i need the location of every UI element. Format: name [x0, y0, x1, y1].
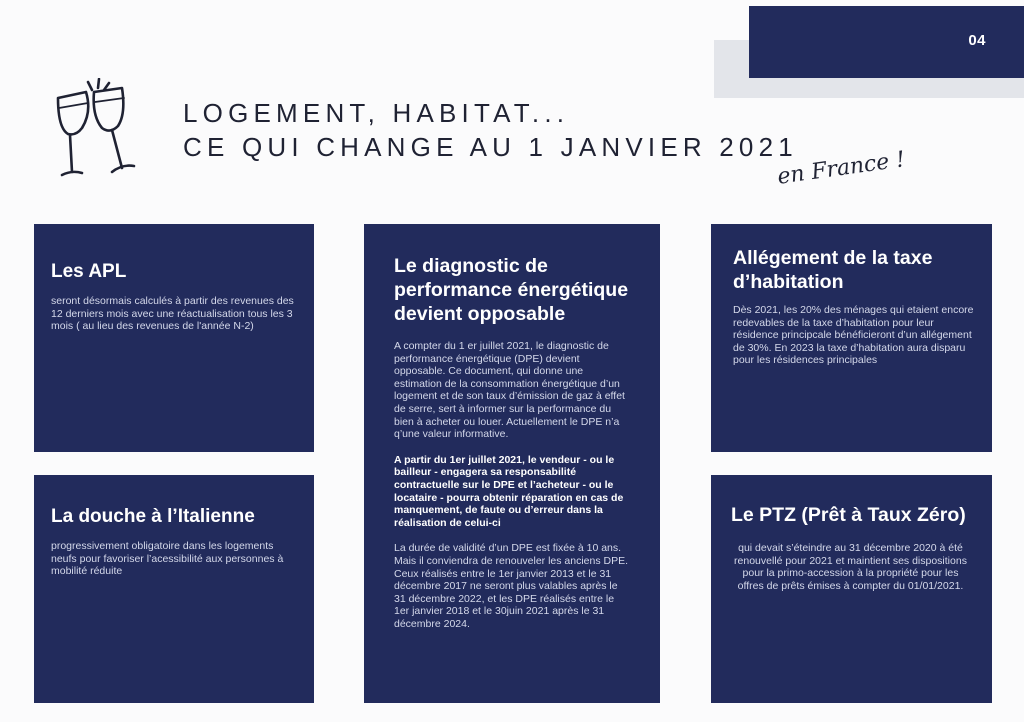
page-title-line-2: CE QUI CHANGE AU 1 JANVIER 2021 — [183, 132, 798, 162]
page-subtitle: en France ! — [775, 147, 907, 190]
card-taxe-body: Dès 2021, les 20% des ménages qui etaient encore redevables de la taxe d’habitation pour leur résidence principcale bénéficieront d’un allégement de 30%. En 2023 la taxe d’habitation aura disparu pour les résidences principales — [733, 304, 974, 367]
card-taxe-heading: Allégement de la taxe d’habitation — [733, 247, 933, 293]
card-dpe-paragraph-1: A compter du 1 er juillet 2021, le diagnostic de performance énergétique (DPE) devient opposable. Ce document, qui donne une estimation de la consommation énergétique d’un logement et de son taux d’émission de gaz à effet de serre, sert à informer sur la performance du bien à acheter ou louer. Actuellement le DPE n’a q’une valeur informative. — [394, 340, 625, 441]
card-douche-heading: La douche à l’Italienne — [51, 506, 255, 527]
card-taxe-habitation — [711, 224, 992, 452]
card-apl-body: seront désormais calculés à partir des revenues des 12 derniers mois avec une réactualisation tous les 3 mois ( au lieu des revenues de l'année N-2) — [51, 295, 294, 333]
card-ptz — [711, 475, 992, 703]
card-ptz-body: qui devait s’éteindre au 31 décembre 2020 à été renouvellé pour 2021 et maintient ses dispositions pour la primo-accession à la propriété pour les offres de prêts émises à compter du 01/01/2021. — [734, 542, 967, 592]
page-number: 04 — [968, 32, 986, 49]
page-tab — [749, 6, 1024, 78]
page-title-line-1: LOGEMENT, HABITAT... — [183, 98, 570, 128]
card-dpe — [364, 224, 660, 703]
card-dpe-heading: Le diagnostic de performance énergétique devient opposable — [394, 255, 629, 325]
card-dpe-paragraph-2: A partir du 1er juillet 2021, le vendeur - ou le bailleur - engagera sa responsabilité contractuelle sur le DPE et l’acheteur - ou le locataire - pourra obtenir réparation en cas de manquement, de faute ou d’erreur dans la réalisation de celui-ci — [394, 453, 624, 529]
card-douche-italienne — [34, 475, 314, 703]
card-apl — [34, 224, 314, 452]
card-douche-body: progressivement obligatoire dans les logements neufs pour favoriser l’acessibilité aux personnes à mobilité réduite — [51, 540, 284, 578]
card-dpe-paragraph-3: La durée de validité d’un DPE est fixée à 10 ans. Mais il conviendra de renouveler les anciens DPE. Ceux réalisés entre le 1er janvier 2013 et le 31 décembre 2017 ne seront plus valables après le 31 décembre 2022, et les DPE réalisés entre le 1er janvier 2018 et le 30juin 2021 après le 31 décembre 2024. — [394, 542, 629, 630]
card-apl-heading: Les APL — [51, 261, 127, 282]
page-title — [183, 96, 798, 164]
card-ptz-heading: Le PTZ (Prêt à Taux Zéro) — [731, 504, 966, 526]
champagne-glasses-icon — [48, 78, 148, 186]
